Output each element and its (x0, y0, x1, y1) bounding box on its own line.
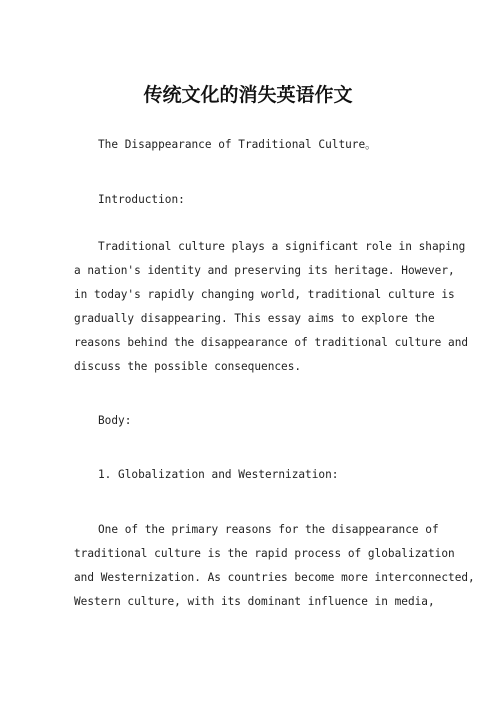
paragraph-line: One of the primary reasons for the disappearance of (98, 523, 439, 536)
essay-subtitle: The Disappearance of Traditional Culture。 (98, 138, 377, 151)
introduction-heading: Introduction: (98, 193, 185, 206)
paragraph-line: Traditional culture plays a significant role in shaping (98, 240, 466, 253)
body-heading: Body: (98, 414, 132, 427)
paragraph-line: and Westernization. As countries become more interconnected, (74, 571, 475, 584)
paragraph-line: traditional culture is the rapid process of globalization (74, 547, 455, 560)
document-title: 传统文化的消失英语作文 (143, 84, 353, 106)
paragraph-line: a nation's identity and preserving its heritage. However, (74, 264, 455, 277)
paragraph-line: discuss the possible consequences. (74, 360, 302, 373)
paragraph-line: Western culture, with its dominant influence in media, (74, 595, 435, 608)
paragraph-line: reasons behind the disappearance of traditional culture and (74, 336, 469, 349)
paragraph-line: gradually disappearing. This essay aims to explore the (74, 312, 435, 325)
section-heading: 1. Globalization and Westernization: (98, 468, 339, 481)
paragraph-line: in today's rapidly changing world, traditional culture is (74, 288, 455, 301)
